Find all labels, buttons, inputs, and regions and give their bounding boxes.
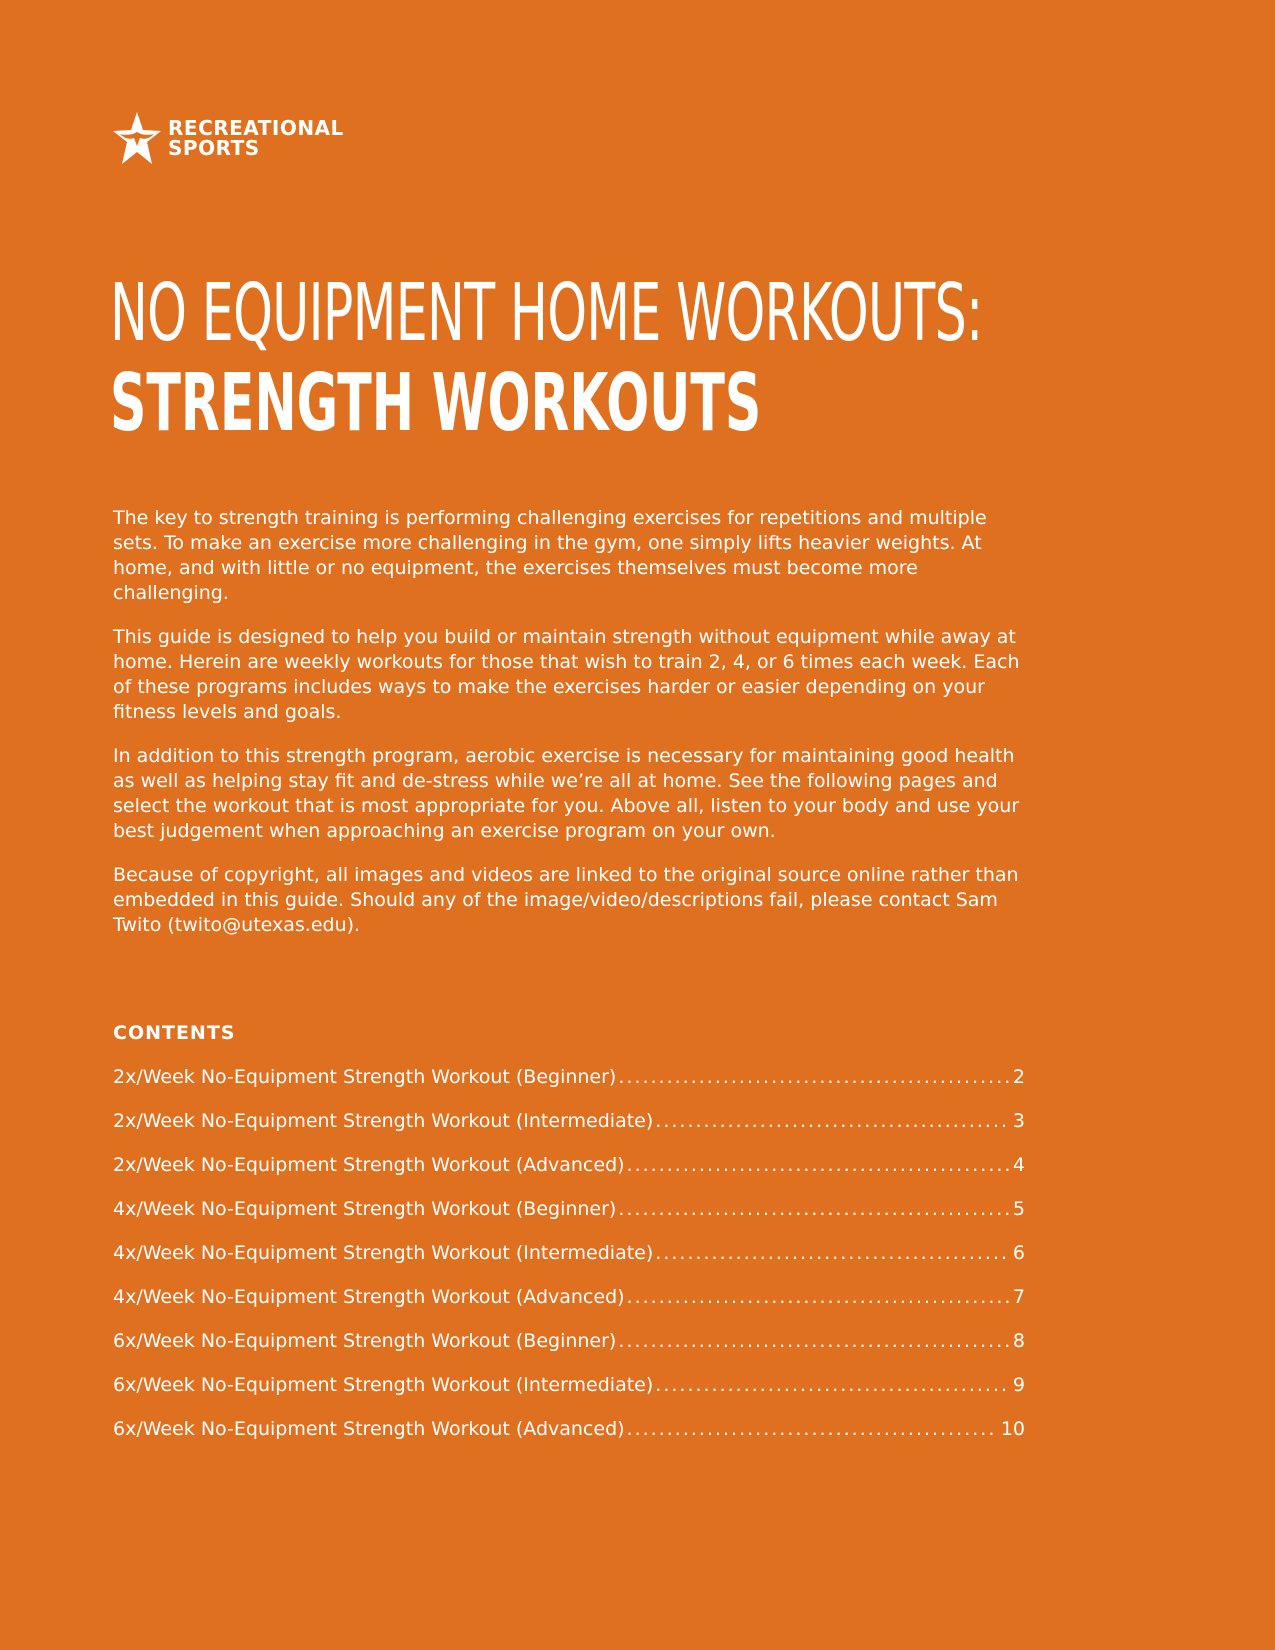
brand-logo <box>112 110 344 166</box>
toc-entry-page: 10 <box>1000 1418 1025 1440</box>
longhorn-star-icon <box>112 110 162 166</box>
table-of-contents <box>113 1066 1025 1462</box>
toc-entry-label: 4x/Week No-Equipment Strength Workout (Beginner) <box>113 1198 617 1220</box>
toc-entry-page: 4 <box>1012 1154 1025 1176</box>
toc-leader <box>655 1110 1010 1132</box>
toc-entry[interactable] <box>113 1066 1025 1110</box>
contents-heading: CONTENTS <box>113 1022 236 1044</box>
toc-entry-label: 4x/Week No-Equipment Strength Workout (Intermediate) <box>113 1242 654 1264</box>
toc-leader <box>627 1154 1010 1176</box>
brand-line2: SPORTS <box>168 136 260 160</box>
intro-text <box>113 506 1033 957</box>
toc-entry-page: 3 <box>1012 1110 1025 1132</box>
toc-entry-label: 2x/Week No-Equipment Strength Workout (Advanced) <box>113 1154 625 1176</box>
toc-entry-page: 7 <box>1012 1286 1025 1308</box>
toc-entry[interactable] <box>113 1242 1025 1286</box>
brand-name <box>168 118 344 158</box>
toc-entry[interactable] <box>113 1418 1025 1462</box>
toc-entry[interactable] <box>113 1330 1025 1374</box>
toc-leader <box>655 1374 1010 1396</box>
toc-entry-page: 9 <box>1012 1374 1025 1396</box>
toc-leader <box>618 1066 1010 1088</box>
toc-entry-page: 6 <box>1012 1242 1025 1264</box>
toc-entry-page: 8 <box>1012 1330 1025 1352</box>
intro-paragraph-2: This guide is designed to help you build or maintain strength without equipment while away at home. Herein are weekly workouts for those that wish to train 2, 4, or 6 times each week. Each of these programs includes ways to make the exercises harder or easier depending on your fitness levels and goals. <box>113 626 1020 723</box>
toc-entry-page: 5 <box>1012 1198 1025 1220</box>
toc-entry[interactable] <box>113 1110 1025 1154</box>
toc-entry-label: 2x/Week No-Equipment Strength Workout (Beginner) <box>113 1066 617 1088</box>
toc-leader <box>618 1330 1010 1352</box>
toc-entry[interactable] <box>113 1286 1025 1330</box>
intro-paragraph-4: Because of copyright, all images and videos are linked to the original source online rather than embedded in this guide. Should any of the image/video/descriptions fail, please contact Sam Twito (twito@utexas.edu). <box>113 864 1019 936</box>
brand-line1: RECREATIONAL <box>168 116 344 140</box>
toc-entry[interactable] <box>113 1374 1025 1418</box>
page-title <box>110 268 982 448</box>
toc-entry-page: 2 <box>1012 1066 1025 1088</box>
toc-entry-label: 4x/Week No-Equipment Strength Workout (Advanced) <box>113 1286 625 1308</box>
toc-entry-label: 6x/Week No-Equipment Strength Workout (Beginner) <box>113 1330 617 1352</box>
toc-entry[interactable] <box>113 1198 1025 1242</box>
intro-paragraph-3: In addition to this strength program, aerobic exercise is necessary for maintaining good health as well as helping stay fit and de-stress while we’re all at home. See the following pages and select the workout that is most appropriate for you. Above all, listen to your body and use your best judgement when approaching an exercise program on your own. <box>113 745 1020 842</box>
intro-paragraph-1: The key to strength training is performing challenging exercises for repetitions and multiple sets. To make an exercise more challenging in the gym, one simply lifts heavier weights. At home, and with little or no equipment, the exercises themselves must become more challenging. <box>113 507 987 604</box>
toc-leader <box>655 1242 1010 1264</box>
toc-leader <box>627 1418 998 1440</box>
toc-entry-label: 6x/Week No-Equipment Strength Workout (Intermediate) <box>113 1374 654 1396</box>
title-line1: NO EQUIPMENT HOME WORKOUTS: <box>110 267 983 359</box>
toc-leader <box>627 1286 1010 1308</box>
toc-entry-label: 6x/Week No-Equipment Strength Workout (Advanced) <box>113 1418 625 1440</box>
title-line2: STRENGTH WORKOUTS <box>110 357 762 449</box>
toc-entry-label: 2x/Week No-Equipment Strength Workout (Intermediate) <box>113 1110 654 1132</box>
toc-entry[interactable] <box>113 1154 1025 1198</box>
toc-leader <box>618 1198 1010 1220</box>
